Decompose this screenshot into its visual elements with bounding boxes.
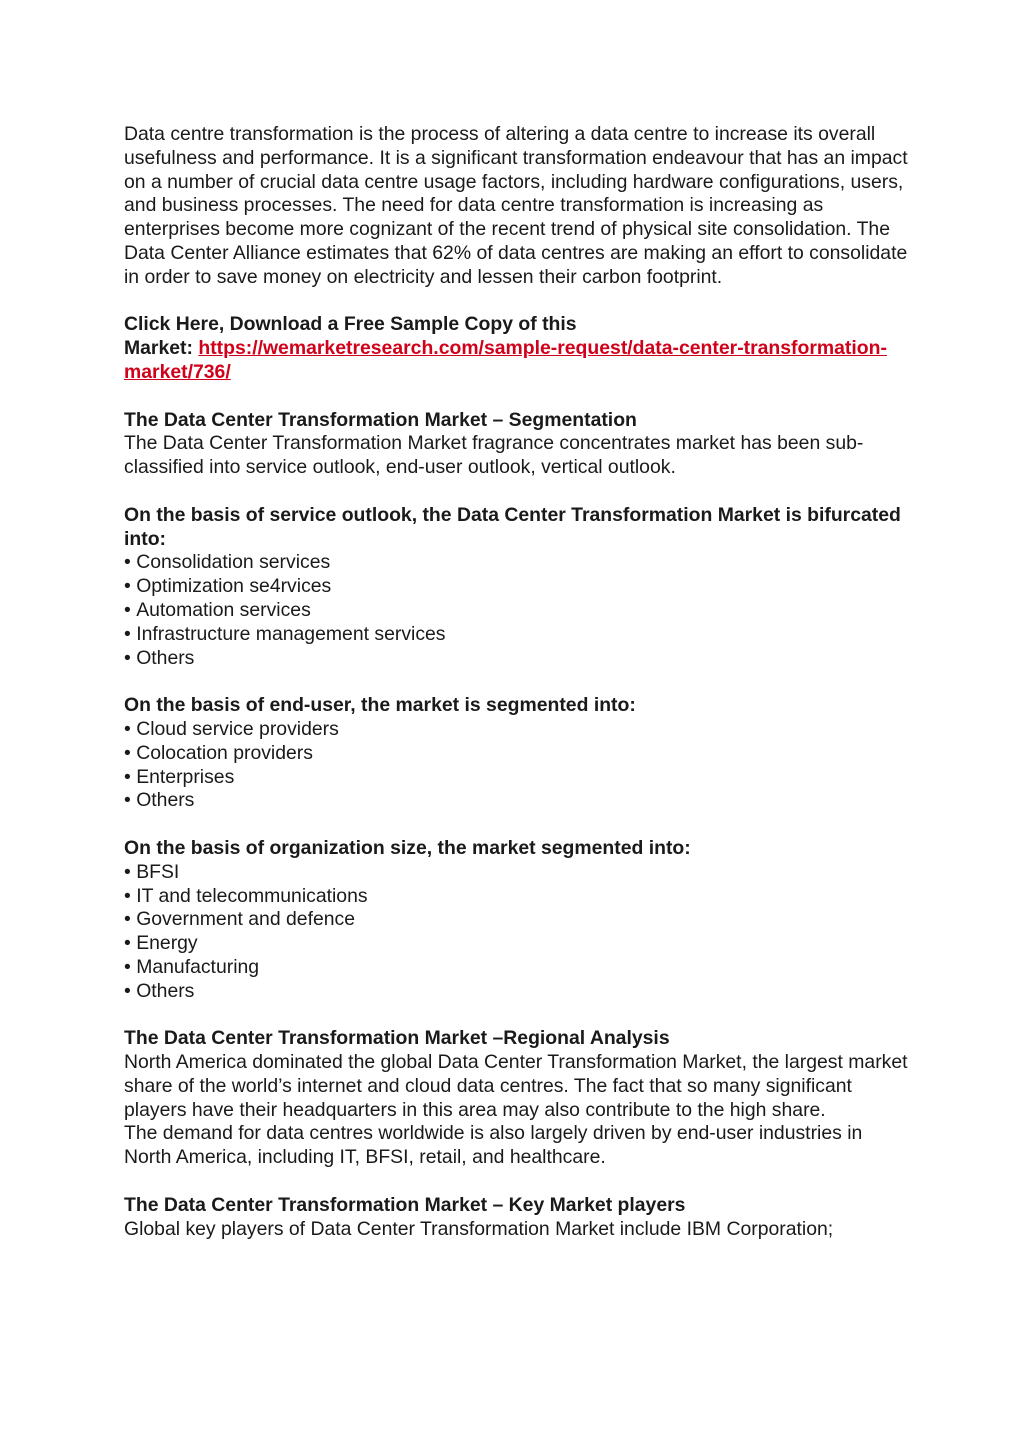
regional-heading: The Data Center Transformation Market –Regional Analysis	[124, 1027, 670, 1050]
list-item: • Optimization se4rvices	[124, 575, 914, 599]
service-outlook-list	[124, 551, 914, 670]
list-item: • Automation services	[124, 599, 914, 623]
key-players-heading: The Data Center Transformation Market – Key Market players	[124, 1193, 686, 1216]
list-item: • Others	[124, 980, 914, 1004]
list-item: • Consolidation services	[124, 551, 914, 575]
list-item: • Enterprises	[124, 766, 914, 790]
sample-request-link[interactable]: https://wemarketresearch.com/sample-request/data-center-transformation-market/736/	[124, 337, 887, 383]
document-page	[124, 123, 914, 1241]
list-item: • Others	[124, 647, 914, 671]
list-item: • Energy	[124, 932, 914, 956]
list-item: • Infrastructure management services	[124, 623, 914, 647]
regional-paragraph-2: The demand for data centres worldwide is also largely driven by end-user industries in North America, including IT, BFSI, retail, and healthcare.	[124, 1122, 863, 1169]
cta-block	[124, 313, 914, 384]
list-item: • Cloud service providers	[124, 718, 914, 742]
regional-paragraph-1: North America dominated the global Data Center Transformation Market, the largest market share of the world’s internet and cloud data centres. The fact that so many significant players have their headquarters in this area may also contribute to the high share.	[124, 1051, 908, 1121]
cta-link-line	[124, 337, 914, 385]
service-outlook-heading: On the basis of service outlook, the Data Center Transformation Market is bifurcated into:	[124, 503, 901, 550]
end-user-heading: On the basis of end-user, the market is segmented into:	[124, 694, 636, 717]
list-item: • IT and telecommunications	[124, 885, 914, 909]
cta-label: Market:	[124, 337, 193, 360]
end-user-list	[124, 718, 914, 813]
organization-size-list	[124, 861, 914, 1004]
segmentation-body: The Data Center Transformation Market fragrance concentrates market has been sub-classified into service outlook, end-user outlook, vertical outlook.	[124, 432, 864, 479]
list-item: • Government and defence	[124, 908, 914, 932]
organization-size-heading: On the basis of organization size, the market segmented into:	[124, 836, 691, 859]
intro-paragraph: Data centre transformation is the process of altering a data centre to increase its overall usefulness and performance. It is a significant transformation endeavour that has an impact on a number of crucial data centre usage factors, including hardware configurations, users, and business processes. The need for data centre transformation is increasing as enterprises become more cognizant of the recent trend of physical site consolidation. The Data Center Alliance estimates that 62% of data centres are making an effort to consolidate in order to save money on electricity and lessen their carbon footprint.	[124, 123, 908, 288]
list-item: • Others	[124, 789, 914, 813]
list-item: • BFSI	[124, 861, 914, 885]
segmentation-heading: The Data Center Transformation Market – Segmentation	[124, 408, 637, 431]
key-players-body: Global key players of Data Center Transformation Market include IBM Corporation;	[124, 1217, 834, 1240]
list-item: • Colocation providers	[124, 742, 914, 766]
list-item: • Manufacturing	[124, 956, 914, 980]
cta-line: Click Here, Download a Free Sample Copy of this	[124, 313, 577, 336]
